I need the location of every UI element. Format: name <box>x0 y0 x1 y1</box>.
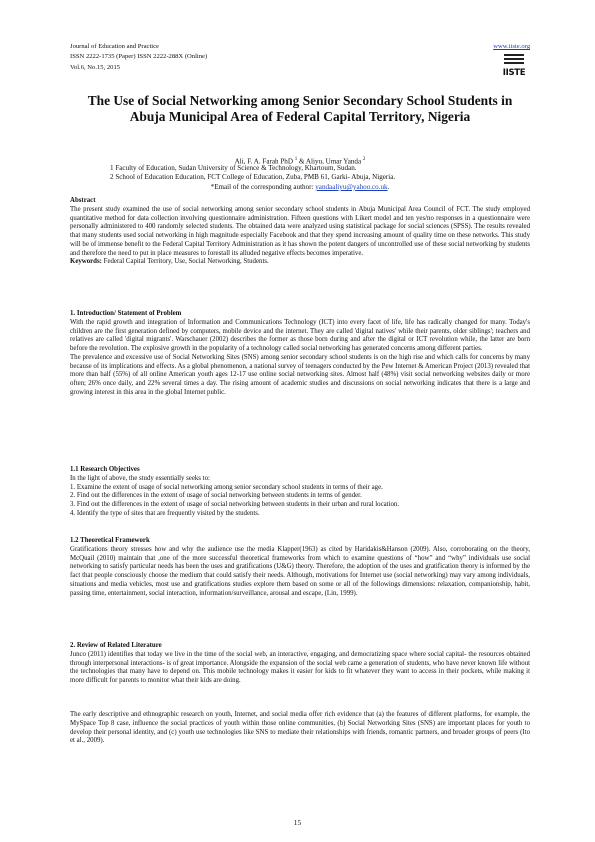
logo-bar <box>504 62 524 64</box>
author-2: & Aliyu, Umar Yanda <box>297 157 363 166</box>
keywords-line <box>70 258 530 267</box>
keywords-label: Keywords: <box>70 258 102 266</box>
journal-issn: ISSN 2222-1735 (Paper) ISSN 2222-288X (Online) <box>70 53 208 61</box>
section-heading: 1.1 Research Objectives <box>70 466 140 473</box>
logo-bar <box>504 54 524 56</box>
paragraph: Gratifications theory stresses how and why the audience use the media Klapper(1963) as cited by Haridakis&Hanson (2009). Also, corroborating on the theory, McQuail (2010) maintain that ,one of the more successful theoretical frameworks from which to examine questions of “how” and “why” individuals use social networking to satisfy particular needs has been the uses and gratifications (U&G) theory. Therefore, the adoption of the uses and gratification theory is informed by the fact that people consciously choose the medium that could satisfy their needs. Although, motivations for Internet use (social networking) may vary among individuals, situations and media vehicles, most use and gratifications studies explore them based on some or all of the followings dimensions: relaxation, companionship, habit, passing time, entertainment, social interaction, information/surveillance, arousal and escape, (Lin, 1999). <box>70 545 530 597</box>
objective-item: 4. Identify the type of sites that are frequently visited by the students. <box>70 509 260 517</box>
objectives-intro: In the light of above, the study essentially seeks to: <box>70 474 210 482</box>
journal-website-link[interactable]: www.iiste.org <box>493 43 530 50</box>
affiliation-2: 2 School of Education Education, FCT College of Education, Zuba, PMB 61, Garki- Abuja, Nigeria. <box>110 173 396 181</box>
journal-volume: Vol.6, No.15, 2015 <box>70 63 121 71</box>
author-1-marker: 1 <box>294 157 298 162</box>
abstract-heading: Abstract <box>70 197 96 204</box>
keywords-text: Federal Capital Territory, Use, Social Networking, Students. <box>101 258 269 266</box>
research-objectives-section <box>70 466 530 519</box>
objective-item: 3. Find out the differences in the extent of usage of social networking between students in their urban and rural location. <box>70 501 400 508</box>
email-link[interactable]: yandaaliyu@yahoo.co.uk <box>315 183 388 191</box>
abstract-section <box>70 197 530 267</box>
iiste-logo <box>502 54 526 80</box>
email-suffix: . <box>387 183 390 191</box>
paper-title: The Use of Social Networking among Senior Secondary School Students in Abuja Municipal Area of Federal Capital Territory, Nigeria <box>87 93 513 124</box>
theoretical-framework-section <box>70 537 530 598</box>
section-heading: 1.2 Theoretical Framework <box>70 537 150 544</box>
paragraph: Junco (2011) identifies that today we live in the time of the social web, an interactive, engaging, and democratizing space where social capital- the resources obtained through interpersonal interactions- is of great importance. Alongside the expansion of the social web came a generation of students, who have never known life without the technologies that many have to depend on. This mobile technology makes it easier for kids to fit whatever they want to access in their pockets, while making it more difficult for parents to monitor what their kids are doing. <box>70 650 530 684</box>
literature-review-continued <box>70 711 530 746</box>
logo-bar <box>504 58 524 60</box>
section-heading: 1. Introduction/ Statement of Problem <box>70 310 182 317</box>
objective-item: 1. Examine the extent of usage of social networking among senior secondary school students in terms of their age. <box>70 483 383 491</box>
introduction-section <box>70 310 530 398</box>
objective-item: 2. Find out the differences in the extent of usage of social networking between students in terms of gender. <box>70 492 362 500</box>
paragraph: The early descriptive and ethnographic research on youth, Internet, and social media offer rich evidence that (a) the features of different platforms, for example, the MySpace Top 8 case, influence the social practices of youth within those online communities, (b) Social Networking Sites (SNS) are important places for youth to develop their personal identity, and (c) youth use technologies like SNS to mediate their relationships with friends, romantic partners, and broader groups of peers (Ito et al., 2009). <box>70 711 530 745</box>
email-prefix: *Email of the corresponding author: <box>210 183 316 191</box>
affiliation-1: 1 Faculty of Education, Sudan University of Science & Technology, Khartoum, Sudan. <box>110 164 357 172</box>
corresponding-email-line <box>70 183 530 191</box>
paragraph: The prevalence and excessive use of Social Networking Sites (SNS) among senior secondary school students is on the high rise and which calls for concerns by many because of its implications and effects. As a global phenomenon, a national survey of teenagers conducted by the Pew Internet & American Project (2013) revealed that more than half (55%) of all online American youth ages 12-17 use online social networking sites. Almost half (48%) visit social networking websites daily or more often; 26% once daily, and 22% several times a day. The rising amount of academic studies and discussions on social networking indicates that there is a large and growing interest in this area in the global Internet public. <box>70 353 530 396</box>
author-1: Ali, F. A. Farah PhD <box>234 157 295 166</box>
section-heading: 2. Review of Related Literature <box>70 642 162 649</box>
author-2-marker: 2 <box>362 157 366 162</box>
abstract-text: The present study examined the use of social networking among senior secondary school students in Abuja Municipal Area Council of FCT. The study employed quantitative method for data collection involving questionnaire administration. Fifteen questions with Likert model and ten yes/no responses in a questionnaire were personally administered to 400 randomly selected students. The obtained data were analyzed using statistical package for social sciences (SPSS). The results revealed that many students used social networking in high magnitude especially Facebook and that they spend increasing amount of quality time on these networks. This study will be of immense benefit to the Federal Capital Territory Administration as it has shown the potent dangers of uncontrolled use of these social networking by students and therefore the need to put in place measures to forestall its alluded negative effects becomes imperative. <box>70 205 530 257</box>
journal-name: Journal of Education and Practice <box>70 43 159 50</box>
page-number: 15 <box>293 818 302 827</box>
logo-text: IISTE <box>502 68 526 78</box>
paragraph: With the rapid growth and integration of Information and Communications Technology (ICT) into every facet of life, life has radically changed for many. Today's children are the first generation defined by computers, mobile device and the internet. They are called 'digital natives' while their parents, older siblings'; teachers and relatives are called 'digital migrants'. Warschauer (2002) describes the former as those born during and after the digital or ICT revolution while, the latter are born before the revolution. The explosive growth in the popularity of a technology called social networking has generated concerns among different parties. <box>70 318 530 352</box>
literature-review-section <box>70 642 530 686</box>
journal-header <box>70 42 530 73</box>
